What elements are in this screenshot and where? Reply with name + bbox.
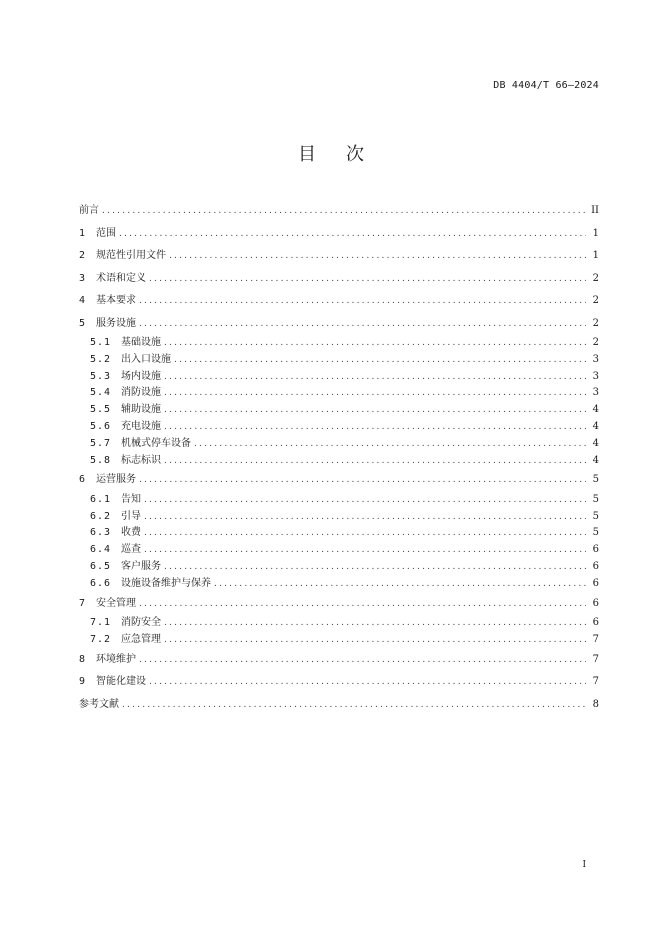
toc-entry-page: 7 [592, 676, 599, 688]
toc-entry[interactable] [79, 290, 599, 313]
toc-entry-number: 6.4 [90, 544, 112, 556]
toc-entry-number: 6.6 [90, 577, 112, 589]
toc-entry[interactable] [79, 615, 599, 632]
toc-entry-number: 6.3 [90, 527, 112, 539]
toc-entry-page: 5 [592, 474, 599, 486]
toc-entry-label: 安全管理 [96, 597, 136, 609]
toc-entry-label: 告知 [121, 493, 141, 505]
toc-entry-label: 智能化建设 [96, 676, 146, 688]
toc-entry[interactable] [79, 694, 599, 717]
toc-entry-label: 基础设施 [121, 337, 161, 348]
toc-entry[interactable] [79, 649, 599, 672]
toc-entry-page: 7 [592, 633, 599, 645]
toc-entry-page: 5 [592, 510, 599, 522]
toc-entry-label: 收费 [121, 527, 141, 539]
toc-entry-label: 客户服务 [121, 561, 161, 573]
toc-entry-page: 6 [592, 617, 599, 629]
toc-entry-label: 服务设施 [96, 317, 136, 329]
toc-entry[interactable] [79, 402, 599, 419]
toc-entry-label: 应急管理 [121, 633, 161, 645]
dot-leader [164, 385, 586, 402]
toc-entry-page: 6 [592, 544, 599, 556]
toc-entry[interactable] [79, 559, 599, 576]
toc-entry-page: 8 [592, 698, 599, 710]
toc-entry-number: 2 [79, 250, 86, 261]
toc-entry-label: 消防设施 [121, 387, 161, 399]
toc-entry[interactable] [79, 385, 599, 402]
toc-entry[interactable] [79, 542, 599, 559]
dot-leader [119, 223, 586, 246]
dot-leader [214, 576, 586, 593]
toc-entry[interactable] [79, 245, 599, 268]
toc-entry-page: 2 [592, 337, 599, 348]
toc-entry-number: 6 [79, 474, 86, 486]
toc-entry-label: 参考文献 [79, 698, 119, 710]
toc-entry-page: 4 [592, 404, 599, 416]
toc-entry-number: 9 [79, 676, 86, 688]
toc-entry[interactable] [79, 632, 599, 649]
toc-entry-number: 5.5 [90, 404, 112, 416]
toc-entry[interactable] [79, 671, 599, 694]
toc-entry-page: 5 [592, 493, 599, 505]
dot-leader [139, 649, 586, 672]
toc-entry-label: 标志标识 [121, 454, 161, 466]
dot-leader [174, 352, 586, 369]
toc-entry-number: 5.3 [90, 370, 112, 382]
dot-leader [144, 492, 586, 509]
dot-leader [164, 632, 586, 649]
toc-entry-label: 巡查 [121, 544, 141, 556]
toc-entry-number: 1 [79, 227, 86, 239]
toc-entry-label: 规范性引用文件 [96, 250, 166, 261]
toc-entry-page: 3 [592, 387, 599, 399]
toc-entry[interactable] [79, 352, 599, 369]
toc-entry[interactable] [79, 419, 599, 436]
dot-leader [144, 542, 586, 559]
toc-entry-label: 前言 [79, 205, 99, 216]
dot-leader [164, 369, 586, 386]
toc-entry-page: 3 [592, 370, 599, 382]
table-of-contents [79, 200, 599, 716]
toc-entry[interactable] [79, 525, 599, 542]
toc-entry-page: 6 [592, 561, 599, 573]
toc-entry-page: 4 [592, 454, 599, 466]
dot-leader [164, 559, 586, 576]
dot-leader [139, 593, 586, 616]
dot-leader [149, 671, 586, 694]
dot-leader [139, 290, 586, 313]
toc-entry[interactable] [79, 576, 599, 593]
dot-leader [164, 453, 586, 470]
toc-entry-number: 5.6 [90, 420, 112, 432]
toc-entry-number: 5.1 [90, 337, 112, 348]
toc-entry-number: 6.1 [90, 493, 112, 505]
toc-entry[interactable] [79, 492, 599, 509]
toc-entry-page: 4 [592, 437, 599, 449]
toc-entry-label: 环境维护 [96, 653, 136, 665]
dot-leader [139, 313, 586, 336]
toc-entry-page: 1 [592, 227, 599, 239]
toc-entry-page: 2 [592, 295, 599, 306]
dot-leader [144, 525, 586, 542]
toc-entry-number: 8 [79, 653, 86, 665]
dot-leader [102, 200, 586, 223]
toc-entry-page: II [591, 205, 599, 216]
toc-entry-label: 运营服务 [96, 474, 136, 486]
toc-entry-label: 基本要求 [96, 295, 136, 306]
toc-entry[interactable] [79, 436, 599, 453]
dot-leader [194, 436, 586, 453]
toc-entry-label: 消防安全 [121, 617, 161, 629]
toc-entry-number: 7.1 [90, 617, 112, 629]
toc-entry-label: 辅助设施 [121, 404, 161, 416]
toc-entry-number: 5.8 [90, 454, 112, 466]
toc-entry-number: 5.7 [90, 437, 112, 449]
page-title [0, 140, 662, 166]
toc-entry-page: 1 [592, 250, 599, 261]
dot-leader [164, 615, 586, 632]
toc-entry[interactable] [79, 335, 599, 352]
toc-entry-label: 充电设施 [121, 420, 161, 432]
toc-entry-number: 7.2 [90, 633, 112, 645]
toc-entry[interactable] [79, 268, 599, 291]
toc-entry-number: 5 [79, 317, 86, 329]
toc-entry[interactable] [79, 593, 599, 616]
toc-entry-label: 引导 [121, 510, 141, 522]
toc-entry-label: 范围 [96, 227, 116, 239]
toc-entry-number: 5.4 [90, 387, 112, 399]
toc-entry[interactable] [79, 453, 599, 470]
dot-leader [149, 268, 586, 291]
toc-entry-label: 机械式停车设备 [121, 437, 191, 449]
dot-leader [169, 245, 586, 268]
toc-entry-page: 4 [592, 420, 599, 432]
dot-leader [164, 335, 586, 352]
toc-entry-label: 出入口设施 [121, 353, 171, 365]
toc-entry-label: 设施设备维护与保养 [121, 577, 211, 589]
page-number: I [582, 860, 586, 870]
dot-leader [139, 469, 586, 492]
toc-entry-page: 2 [592, 272, 599, 284]
toc-entry-number: 7 [79, 597, 86, 609]
toc-entry-number: 5.2 [90, 353, 112, 365]
toc-entry-page: 7 [592, 653, 599, 665]
toc-entry[interactable] [79, 200, 599, 223]
toc-entry-page: 6 [592, 597, 599, 609]
toc-entry[interactable] [79, 469, 599, 492]
toc-entry-label: 术语和定义 [96, 272, 146, 284]
toc-entry[interactable] [79, 223, 599, 246]
toc-entry-page: 6 [592, 577, 599, 589]
toc-entry-label: 场内设施 [121, 370, 161, 382]
document-code: DB 4404/T 66—2024 [493, 80, 599, 91]
toc-entry[interactable] [79, 313, 599, 336]
toc-entry-page: 2 [592, 317, 599, 329]
toc-entry-number: 3 [79, 272, 86, 284]
dot-leader [144, 509, 586, 526]
page-title-text: 目次 [298, 144, 394, 165]
dot-leader [164, 419, 586, 436]
toc-entry[interactable] [79, 509, 599, 526]
toc-entry-number: 6.5 [90, 561, 112, 573]
toc-entry-number: 6.2 [90, 510, 112, 522]
toc-entry-page: 5 [592, 527, 599, 539]
toc-entry-number: 4 [79, 295, 86, 306]
dot-leader [164, 402, 586, 419]
toc-entry[interactable] [79, 369, 599, 386]
dot-leader [122, 694, 586, 717]
toc-entry-page: 3 [592, 353, 599, 365]
